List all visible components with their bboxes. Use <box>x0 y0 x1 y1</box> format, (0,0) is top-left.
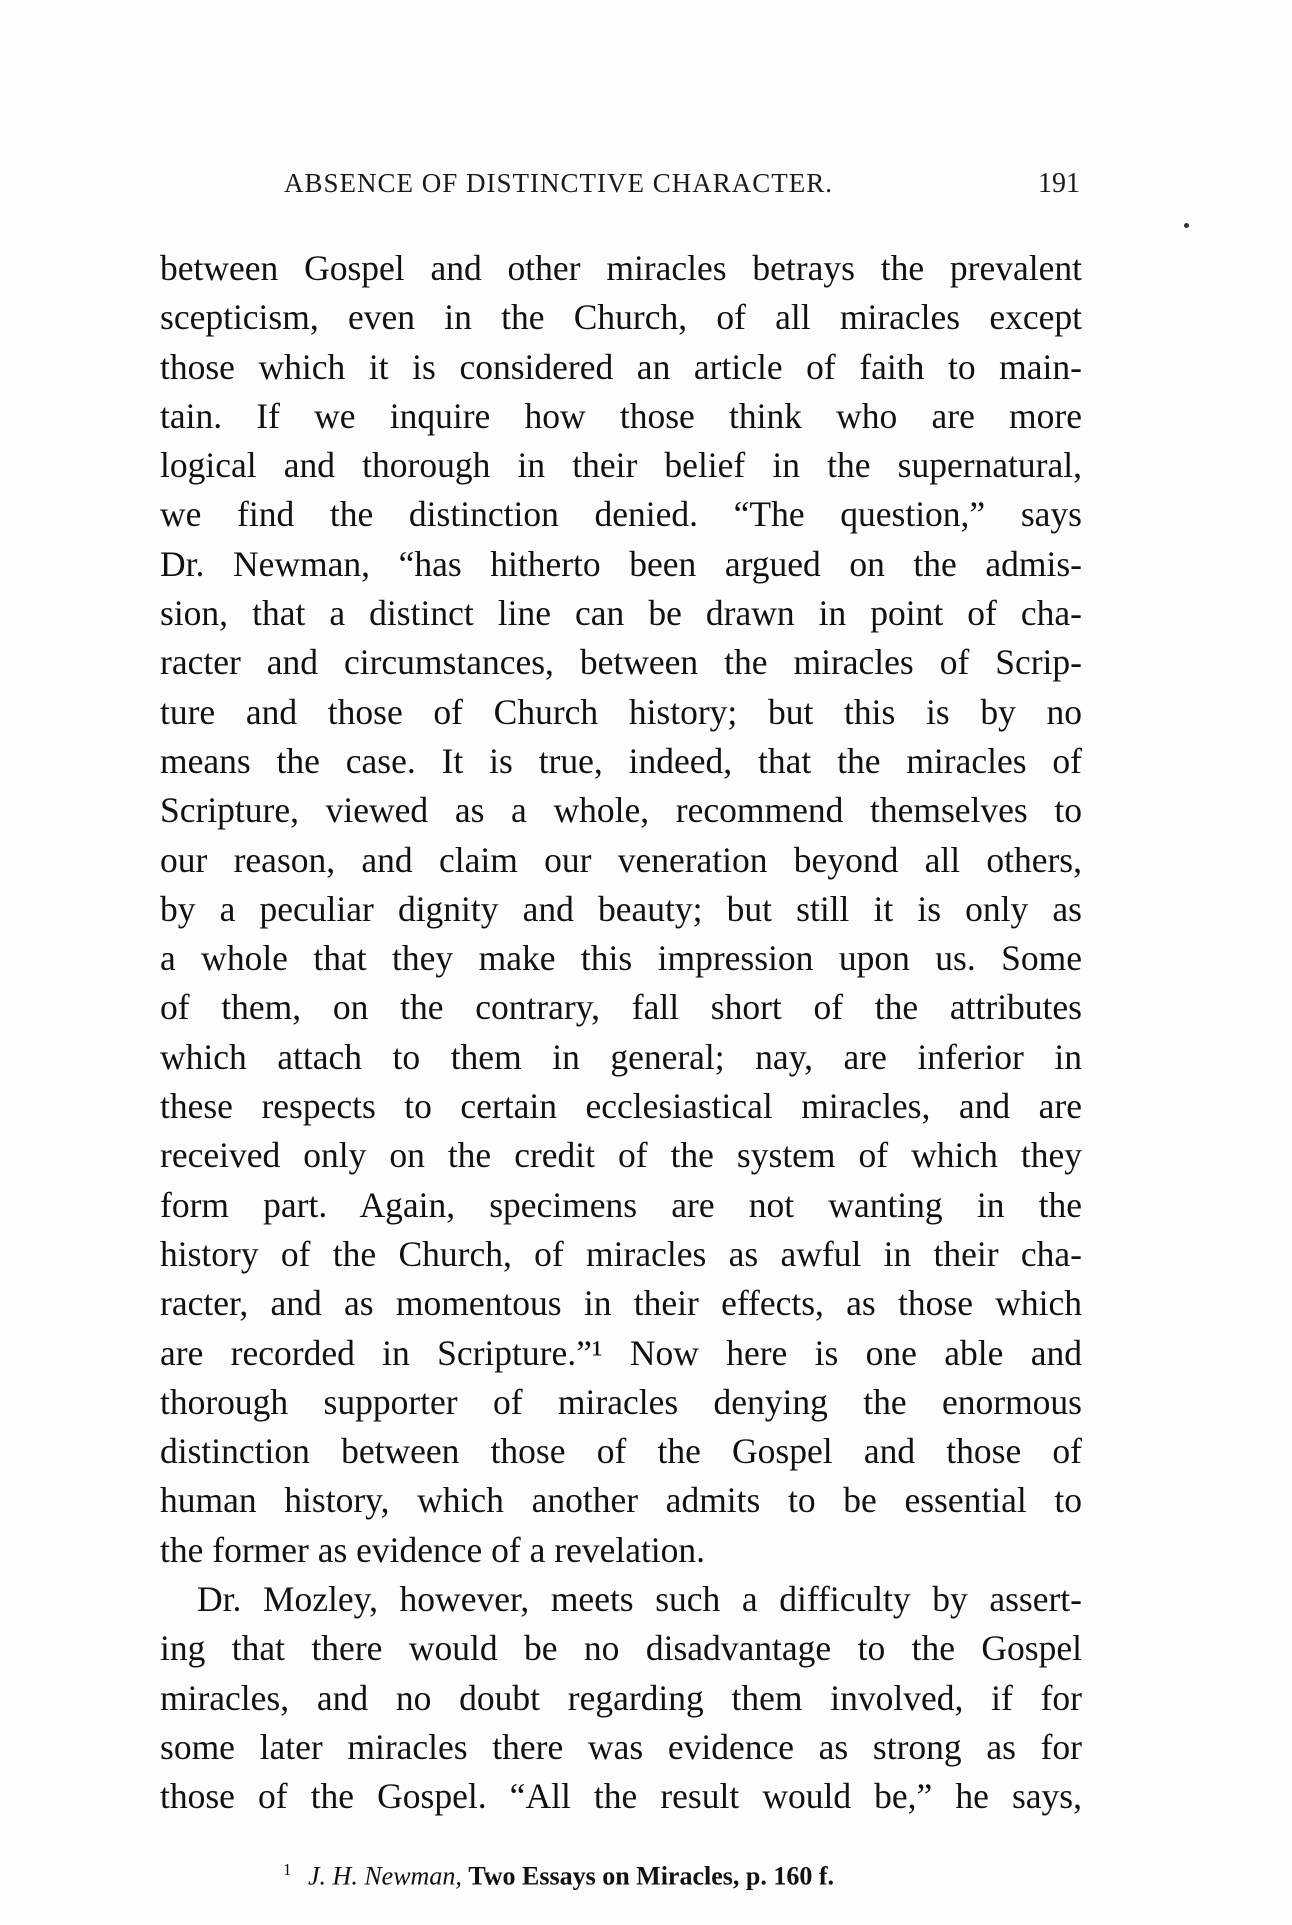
page-number: 191 <box>1038 168 1080 199</box>
paragraph1-line: which attach to them in general; nay, are inferior in <box>160 1036 1082 1077</box>
footnote <box>283 1860 834 1892</box>
paragraph2-line: ing that there would be no disadvantage to the Gospel <box>160 1628 1082 1669</box>
paragraph1-line: of them, on the contrary, fall short of the attributes <box>160 987 1082 1028</box>
paragraph2-line: those of the Gospel. “All the result would be,” he says, <box>160 1776 1082 1817</box>
paragraph1-line: sion, that a distinct line can be drawn in point of cha- <box>160 593 1082 634</box>
paragraph2-line: miracles, and no doubt regarding them involved, if for <box>160 1677 1082 1718</box>
paragraph1-line: those which it is considered an article of faith to main- <box>160 346 1082 387</box>
paragraph1-line: racter, and as momentous in their effects, as those which <box>160 1283 1082 1324</box>
paragraph1-line: ture and those of Church history; but this is by no <box>160 691 1082 732</box>
footnote-author: J. H. Newman, <box>308 1861 462 1891</box>
paragraph1-line: Scripture, viewed as a whole, recommend themselves to <box>160 790 1082 831</box>
paragraph2-line: some later miracles there was evidence as strong as for <box>160 1726 1082 1767</box>
running-title: ABSENCE OF DISTINCTIVE CHARACTER. <box>284 168 834 198</box>
paragraph1-line: means the case. It is true, indeed, that the miracles of <box>160 740 1082 781</box>
page-header <box>160 168 1080 208</box>
paragraph1-line: we find the distinction denied. “The question,” says <box>160 494 1082 535</box>
print-speck <box>1184 223 1189 228</box>
paragraph1-line: human history, which another admits to be essential to <box>160 1480 1082 1521</box>
paragraph1-line: received only on the credit of the system of which they <box>160 1135 1082 1176</box>
paragraph1-line: logical and thorough in their belief in the supernatural, <box>160 445 1082 486</box>
paragraph1-line: distinction between those of the Gospel and those of <box>160 1431 1082 1472</box>
footnote-citation: Two Essays on Miracles, p. 160 f. <box>468 1861 835 1891</box>
paragraph1-line: our reason, and claim our veneration beyond all others, <box>160 839 1082 880</box>
footnote-marker: 1 <box>283 1860 292 1879</box>
paragraph1-line: by a peculiar dignity and beauty; but still it is only as <box>160 888 1082 929</box>
paragraph1-line: tain. If we inquire how those think who are more <box>160 395 1082 436</box>
paragraph1-line: history of the Church, of miracles as awful in their cha- <box>160 1233 1082 1274</box>
paragraph1-line: a whole that they make this impression upon us. Some <box>160 938 1082 979</box>
paragraph1-line: between Gospel and other miracles betrays the prevalent <box>160 248 1082 288</box>
paragraph1-line: these respects to certain ecclesiastical miracles, and are <box>160 1086 1082 1127</box>
paragraph1-line: scepticism, even in the Church, of all miracles except <box>160 297 1082 338</box>
paragraph1-line: form part. Again, specimens are not wanting in the <box>160 1184 1082 1225</box>
paragraph2-line: Dr. Mozley, however, meets such a difficulty by assert- <box>197 1579 1082 1620</box>
paragraph1-line: thorough supporter of miracles denying the enormous <box>160 1381 1082 1422</box>
paragraph1-line: racter and circumstances, between the miracles of Scrip- <box>160 642 1082 683</box>
paragraph1-line: Dr. Newman, “has hitherto been argued on the admis- <box>160 543 1082 584</box>
paragraph1-line: are recorded in Scripture.”¹ Now here is one able and <box>160 1332 1082 1373</box>
body-text <box>160 244 1082 1822</box>
paragraph1-line: the former as evidence of a revelation. <box>160 1529 706 1570</box>
